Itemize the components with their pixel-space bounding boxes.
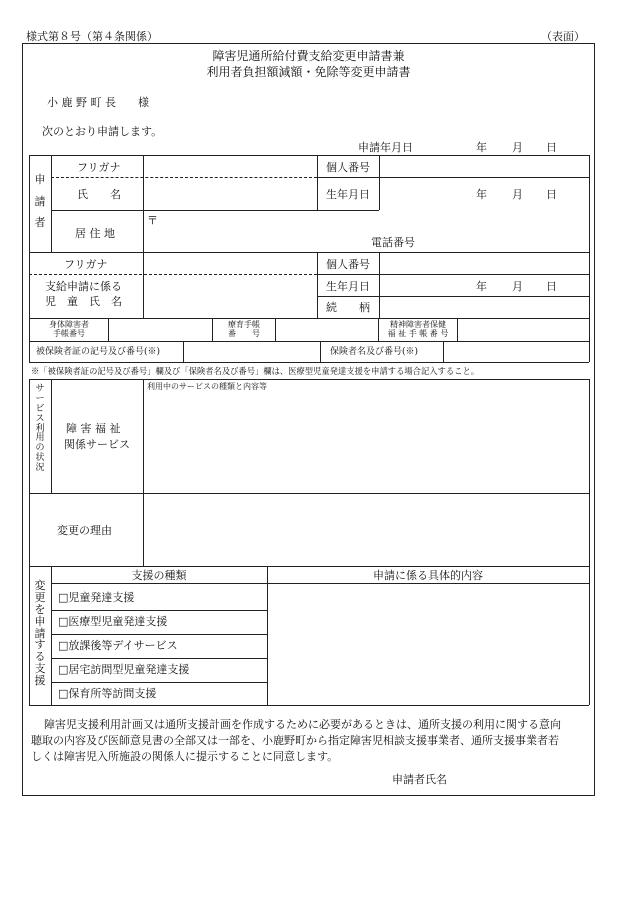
insurance-card-label: 被保険者証の記号及び番号(※) (36, 347, 161, 357)
support-option-after-school-day-service[interactable]: □放課後等デイサービス (58, 639, 178, 652)
applicant-birth-year: 年 (476, 188, 487, 201)
applicant-name-label: 氏 名 (77, 188, 121, 201)
consent-text-line1: 障害児支援利用計画又は通所支援計画を作成するために必要があるときは、通所支援の利用に関する意向 (44, 718, 561, 731)
application-date-month: 月 (512, 141, 523, 154)
applicant-birth-month: 月 (512, 188, 523, 201)
support-content-header: 申請に係る具体的内容 (373, 569, 483, 582)
mental-handbook-field[interactable] (458, 319, 588, 340)
form-number: 様式第８号（第４条関係） (26, 30, 158, 43)
child-name-label-line1: 支給申請に係る (45, 280, 122, 293)
applicant-name-field[interactable] (144, 178, 316, 209)
applicant-furigana-label: フリガナ (77, 161, 121, 174)
physical-handbook-field[interactable] (109, 319, 211, 340)
child-birth-year: 年 (476, 280, 487, 293)
application-date-label: 申請年月日 (358, 141, 413, 154)
applicant-address-label: 居 住 地 (75, 227, 115, 240)
welfare-service-label-line1: 障 害 福 祉 (66, 422, 121, 435)
applicant-signature-field[interactable] (450, 770, 588, 790)
support-option-medical-child-development[interactable]: □医療型児童発達支援 (58, 615, 168, 628)
child-birth-day: 日 (546, 280, 557, 293)
applicant-address-field[interactable] (160, 211, 588, 233)
consent-text-line2: 聴取の内容及び医師意見書の全部又は一部を、小鹿野町から指定障害児相談支援事業者、通所支援事業者若 (31, 734, 559, 747)
support-type-header: 支援の種類 (131, 569, 187, 582)
applicant-signature-label: 申請者氏名 (392, 773, 447, 786)
intro-text: 次のとおり申請します。 (42, 125, 163, 138)
addressee: 小 鹿 野 町 長 様 (47, 96, 149, 109)
rehab-handbook-field[interactable] (276, 319, 377, 340)
child-furigana-label: フリガナ (64, 258, 108, 271)
applicant-personal-number-field[interactable] (380, 156, 588, 176)
child-furigana-field[interactable] (144, 253, 316, 273)
child-birth-date-label: 生年月日 (326, 280, 370, 293)
applicant-phone-field[interactable] (420, 233, 588, 251)
applicant-birth-day: 日 (546, 188, 557, 201)
form-title-line2: 利用者負担額減額・免除等変更申請書 (206, 65, 411, 79)
application-date-day: 日 (546, 141, 557, 154)
child-birth-month: 月 (512, 280, 523, 293)
child-relationship-label: 続 柄 (326, 301, 370, 314)
insurer-field[interactable] (444, 342, 588, 361)
child-name-label-line2: 児 童 氏 名 (45, 295, 122, 308)
physical-handbook-label: 身体障害者 手帳番号 (49, 320, 89, 339)
applicant-phone-label: 電話番号 (371, 236, 415, 249)
child-birth-date-field[interactable] (380, 275, 588, 295)
side-label: （表面） (541, 30, 585, 43)
consent-text-line3: しくは障害児入所施設の関係人に提示することに同意します。 (31, 750, 339, 763)
applicant-furigana-field[interactable] (144, 156, 316, 176)
child-personal-number-field[interactable] (380, 253, 588, 273)
support-option-nursery-visit-support[interactable]: □保育所等訪問支援 (58, 687, 157, 700)
insurance-card-field[interactable] (184, 342, 319, 361)
service-status-section-label: サ ー ビ ス 利 用 の 状 況 (35, 384, 45, 474)
mental-handbook-label: 精神障害者保健 福 祉 手 帳 番 号 (387, 320, 449, 339)
form-title-line1: 障害児通所給付費支給変更申請書兼 (212, 49, 405, 63)
applicant-personal-number-label: 個人番号 (326, 161, 370, 174)
insurance-note: ※「被保険者証の記号及び番号」欄及び「保険者名及び番号」欄は、医療型児童発達支援を申請する場合記入すること。 (31, 366, 480, 376)
service-content-field[interactable] (144, 393, 588, 492)
welfare-service-label-line2: 関係サービス (64, 438, 130, 451)
applicant-section-label: 申 請 者 (34, 173, 46, 230)
service-content-header: 利用中のサービスの種類と内容等 (147, 382, 267, 391)
postal-mark: 〒 (147, 214, 158, 227)
change-reason-field[interactable] (144, 494, 588, 565)
insurer-label: 保険者名及び番号(※) (330, 347, 419, 357)
support-option-child-development[interactable]: □児童発達支援 (58, 591, 135, 604)
change-reason-label: 変更の理由 (57, 524, 112, 537)
application-date-year: 年 (476, 141, 487, 154)
child-relationship-field[interactable] (380, 297, 588, 317)
support-option-home-visit-child-development[interactable]: □居宅訪問型児童発達支援 (58, 663, 190, 676)
applicant-birth-date-field[interactable] (380, 178, 588, 209)
child-personal-number-label: 個人番号 (326, 258, 370, 271)
change-support-section-label: 変 更 を 申 請 す る 支 援 (34, 579, 46, 687)
applicant-birth-date-label: 生年月日 (326, 188, 370, 201)
child-name-field[interactable] (144, 275, 316, 317)
application-date-field[interactable] (400, 138, 588, 154)
support-content-field[interactable] (268, 584, 588, 704)
rehab-handbook-label: 療育手帳 番 号 (228, 320, 260, 339)
